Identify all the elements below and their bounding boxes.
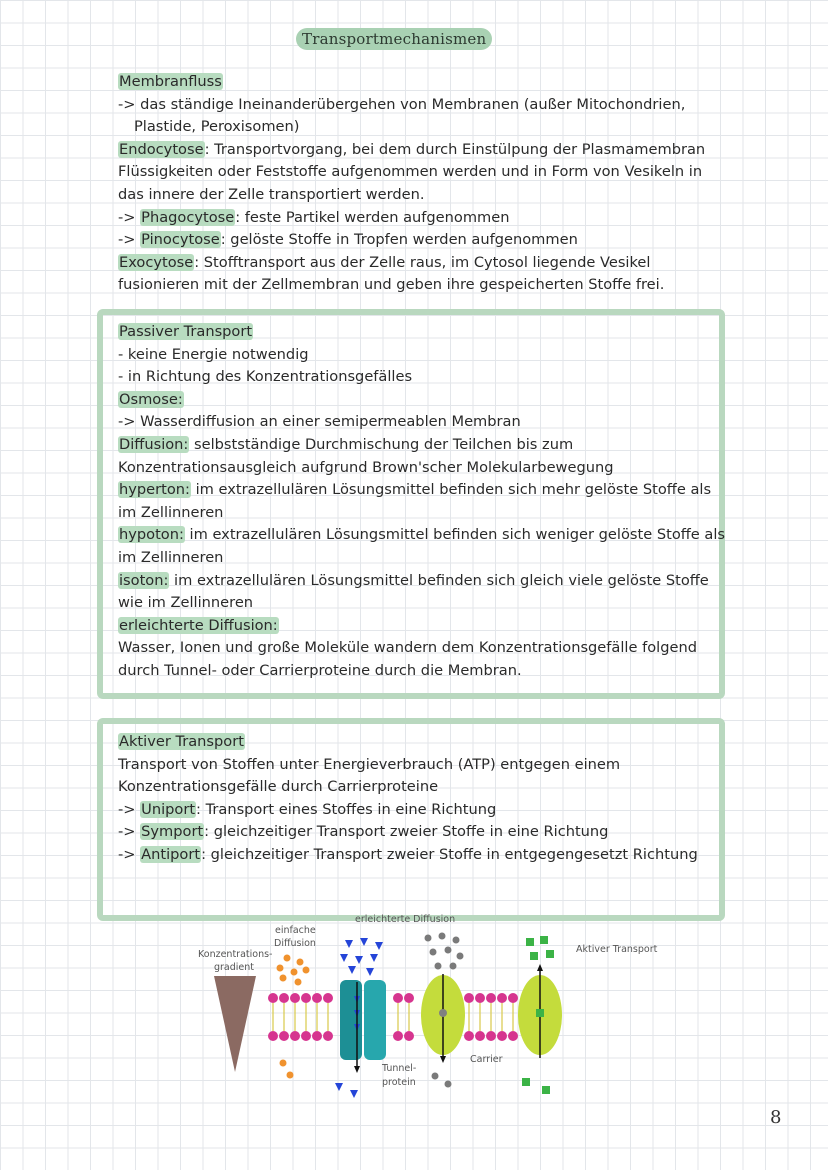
text-line (118, 366, 718, 389)
label-simple-1: einfache (275, 925, 316, 936)
highlighted-term: Aktiver Transport (119, 733, 244, 750)
text-line (118, 229, 718, 252)
text-line (118, 457, 718, 480)
text-line (118, 344, 718, 367)
section-passive-transport (118, 321, 726, 683)
line-text: im extrazellulären Lösungsmittel befinden sich weniger gelöste Stoffe als (184, 526, 726, 544)
text-line (118, 776, 718, 799)
label-active: Aktiver Transport (576, 944, 658, 955)
concentration-gradient-triangle (214, 976, 256, 1072)
highlighted-term: erleichterte Diffusion: (119, 616, 278, 634)
highlighted-term: Endocytose (119, 140, 204, 158)
text-line (118, 754, 718, 777)
text-line (118, 547, 718, 570)
line-text: : Transportvorgang, bei dem durch Einstülpung der Plasmamembran (204, 140, 706, 158)
page-number: 8 (770, 1107, 782, 1128)
line-text: fusionieren mit der Zellmembran und geben ihre gespeicherten Stoffe frei. (118, 276, 665, 294)
text-line (118, 821, 718, 844)
line-text: Plastide, Peroxisomen) (134, 118, 300, 136)
text-line (118, 274, 718, 297)
line-prefix: -> (118, 231, 141, 249)
line-text: Konzentrationsausgleich aufgrund Brown'scher Molekularbewegung (118, 458, 614, 476)
line-text: im Zellinneren (118, 548, 224, 566)
text-line (118, 139, 718, 162)
section-membrane-flow (118, 71, 718, 297)
line-text: - keine Energie notwendig (118, 345, 309, 363)
label-simple-2: Diffusion (274, 938, 316, 949)
text-line (118, 615, 718, 638)
text-line (118, 731, 718, 754)
tunnel-protein (340, 980, 386, 1073)
text-line (118, 321, 718, 344)
line-text: das innere der Zelle transportiert werden. (118, 185, 425, 203)
text-line (118, 116, 718, 139)
page-title: Transportmechanismen (296, 28, 492, 50)
text-line (118, 524, 726, 547)
simple-diffusion-molecules (277, 955, 310, 1079)
label-tunnel-1: Tunnel- (382, 1063, 417, 1074)
label-gradient-2: gradient (214, 962, 255, 973)
line-text: Flüssigkeiten oder Feststoffe aufgenommen werden und in Form von Vesikeln in (118, 163, 703, 181)
membrane-heads (268, 993, 518, 1041)
highlighted-term: Antiport (141, 845, 201, 863)
line-text: : gleichzeitiger Transport zweier Stoffe in entgegengesetzt Richtung (201, 845, 698, 863)
line-text: im extrazellulären Lösungsmittel befinden sich gleich viele gelöste Stoffe (169, 571, 709, 589)
text-line (118, 660, 718, 683)
line-text: : Transport eines Stoffes in eine Richtung (196, 800, 497, 818)
line-text: : feste Partikel werden aufgenommen (235, 208, 510, 226)
section-active-transport (118, 731, 718, 867)
line-text: - in Richtung des Konzentrationsgefälles (118, 368, 413, 386)
highlighted-term: Passiver Transport (119, 323, 253, 340)
line-prefix: -> (118, 800, 141, 818)
highlighted-term: Phagocytose (141, 208, 235, 226)
text-line (118, 637, 718, 660)
line-text: Wasser, Ionen und große Moleküle wandern dem Konzentrationsgefälle folgend (118, 639, 697, 657)
label-tunnel-2: protein (382, 1077, 416, 1088)
line-text: wie im Zellinneren (118, 594, 254, 612)
line-text: im extrazellulären Lösungsmittel befinden sich mehr gelöste Stoffe als (190, 481, 712, 499)
line-text: -> das ständige Ineinanderübergehen von Membranen (außer Mitochondrien, (118, 95, 686, 113)
carrier-protein-1 (421, 974, 465, 1063)
line-text: Transport von Stoffen unter Energieverbrauch (ATP) entgegen einem (118, 755, 621, 773)
label-facilitated: erleichterte Diffusion (355, 914, 456, 925)
carrier-protein-2 (518, 964, 562, 1058)
text-line (118, 389, 718, 412)
line-text: Konzentrationsgefälle durch Carrierproteine (118, 778, 439, 796)
text-line (118, 799, 718, 822)
text-line (118, 592, 718, 615)
text-line (118, 161, 718, 184)
text-line (118, 570, 718, 593)
text-line (118, 844, 718, 867)
highlighted-term: Pinocytose (141, 231, 220, 249)
text-line (118, 479, 718, 502)
membrane-transport-diagram (190, 908, 690, 1108)
label-gradient-1: Konzentrations- (198, 949, 273, 960)
highlighted-term: Exocytose (119, 253, 194, 271)
line-text: -> Wasserdiffusion an einer semipermeablen Membran (118, 413, 521, 431)
text-line (118, 411, 718, 434)
text-line (118, 207, 718, 230)
line-text: im Zellinneren (118, 503, 224, 521)
line-prefix: -> (118, 823, 141, 841)
line-prefix: -> (118, 845, 141, 863)
highlighted-term: hyperton: (119, 481, 190, 499)
highlighted-term: hypoton: (119, 526, 184, 544)
highlighted-term: Uniport (141, 800, 196, 818)
highlighted-term: Diffusion: (119, 435, 189, 453)
line-text: : gelöste Stoffe in Tropfen werden aufgenommen (220, 231, 578, 249)
text-line (118, 94, 718, 117)
highlighted-term: Osmose: (119, 390, 183, 408)
text-line (118, 252, 718, 275)
highlighted-term: Symport (141, 823, 204, 841)
text-line (118, 502, 718, 525)
line-text: : gleichzeitiger Transport zweier Stoffe in eine Richtung (204, 823, 609, 841)
line-text: selbstständige Durchmischung der Teilchen bis zum (189, 435, 574, 453)
text-line (118, 184, 718, 207)
text-line (118, 434, 718, 457)
line-prefix: -> (118, 208, 141, 226)
highlighted-term: isoton: (119, 571, 169, 589)
text-line (118, 71, 718, 94)
highlighted-term: Membranfluss (119, 73, 222, 90)
label-carrier: Carrier (470, 1054, 503, 1065)
line-text: durch Tunnel- oder Carrierproteine durch die Membran. (118, 661, 522, 679)
line-text: : Stofftransport aus der Zelle raus, im Cytosol liegende Vesikel (194, 253, 651, 271)
